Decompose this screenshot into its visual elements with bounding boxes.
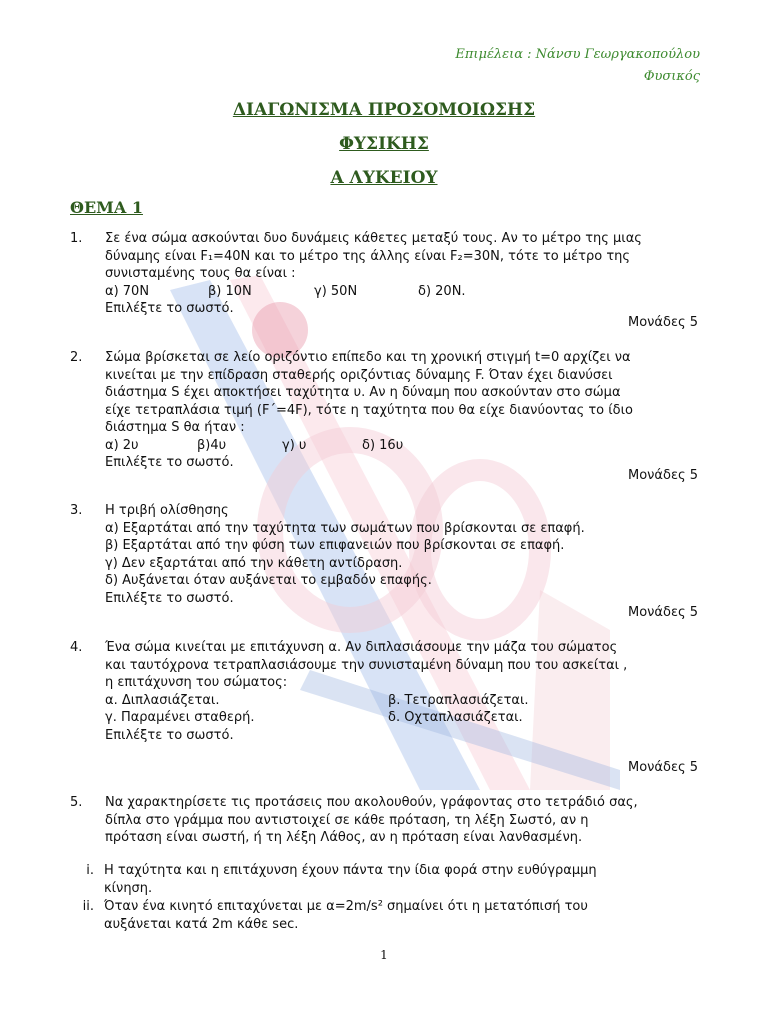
statement-text-line: αυξάνεται κατά 2m κάθε sec. — [104, 916, 299, 932]
option-c: γ) υ — [282, 437, 307, 453]
section-heading: ΘΕΜΑ 1 — [70, 198, 143, 217]
option-a: α) 70Ν — [105, 283, 150, 299]
option-b: β. Τετραπλασιάζεται. — [388, 692, 529, 708]
option-d: δ) 20Ν. — [418, 283, 466, 299]
option-c: γ) Δεν εξαρτάται από την κάθετη αντίδραση. — [105, 555, 403, 571]
answer-options-row-1 — [105, 692, 700, 710]
answer-options — [105, 437, 700, 455]
question-3 — [70, 502, 700, 607]
question-5 — [70, 794, 700, 847]
answer-options-row-2 — [105, 709, 700, 727]
curator-note — [455, 44, 700, 88]
option-b: β) Εξαρτάται από την φύση των επιφανειών που βρίσκονται σε επαφή. — [105, 538, 565, 553]
question-1 — [70, 230, 700, 318]
subject-title: ΦΥΣΙΚΗΣ — [339, 134, 429, 154]
option-a: α) 2υ — [105, 437, 139, 453]
option-a: α. Διπλασιάζεται. — [105, 692, 220, 708]
answer-options — [105, 283, 700, 301]
question-text-line: είχε τετραπλάσια τιμή (F΄=4F), τότε η ταχύτητα που θα είχε διανύοντας το ίδιο — [105, 402, 633, 418]
statement-number: i. — [86, 863, 94, 878]
question-number: 5. — [70, 795, 83, 810]
option-d: δ) Αυξάνεται όταν αυξάνεται το εμβαδόν επαφής. — [105, 573, 432, 588]
question-number: 1. — [70, 231, 83, 246]
statement-number: ii. — [82, 899, 94, 914]
question-4 — [70, 639, 700, 744]
question-text-line: Να χαρακτηρίσετε τις προτάσεις που ακολουθούν, γράφοντας στο τετράδιό σας, — [105, 795, 638, 810]
statement-i — [72, 862, 672, 897]
question-text-line: και ταυτόχρονα τετραπλασιάσουμε την συνισταμένη δύναμη που του ασκείται , — [105, 657, 628, 673]
statement-text-line: Η ταχύτητα και η επιτάχυνση έχουν πάντα την ίδια φορά στην ευθύγραμμη — [104, 863, 597, 878]
question-text-line: πρόταση είναι σωστή, ή τη λέξη Λάθος, αν η πρόταση είναι λανθασμένη. — [105, 830, 583, 845]
choose-instruction: Επιλέξτε το σωστό. — [105, 590, 234, 606]
question-text-line: η επιτάχυνση του σώματος: — [105, 675, 288, 690]
marks-label: Μονάδες 5 — [627, 760, 698, 775]
curator-name: Επιμέλεια : Νάνσυ Γεωργακοπούλου — [455, 47, 700, 62]
curator-title: Φυσικός — [643, 69, 700, 84]
option-d: δ) 16υ — [362, 437, 404, 453]
marks-label: Μονάδες 5 — [627, 315, 698, 330]
grade-title: Α ΛΥΚΕΙΟΥ — [330, 168, 438, 188]
question-text-line: δύναμης είναι F₁=40N και το μέτρο της άλλης είναι F₂=30N, τότε το μέτρο της — [105, 248, 631, 264]
question-text-line: διάστημα S θα ήταν : — [105, 420, 245, 435]
choose-instruction: Επιλέξτε το σωστό. — [105, 301, 234, 316]
choose-instruction: Επιλέξτε το σωστό. — [105, 727, 234, 743]
marks-label: Μονάδες 5 — [627, 468, 698, 483]
option-c: γ) 50Ν — [314, 283, 358, 299]
question-text-line: Ένα σώμα κινείται με επιτάχυνση α. Αν διπλασιάσουμε την μάζα του σώματος — [105, 640, 618, 655]
question-2 — [70, 349, 700, 472]
page-number: 1 — [380, 948, 388, 962]
option-d: δ. Οχταπλασιάζεται. — [388, 710, 523, 725]
statement-text-line: Όταν ένα κινητό επιταχύνεται με α=2m/s² σημαίνει ότι η μετατόπισή του — [104, 899, 588, 914]
question-number: 2. — [70, 350, 83, 365]
exam-title: ΔΙΑΓΩΝΙΣΜΑ ΠΡΟΣΟΜΟΙΩΣΗΣ — [232, 100, 536, 120]
question-text-line: Σε ένα σώμα ασκούνται δυο δυνάμεις κάθετες μεταξύ τους. Αν το μέτρο της μιας — [105, 231, 642, 246]
question-number: 3. — [70, 503, 83, 518]
option-b: β)4υ — [197, 437, 227, 453]
question-text-line: Σώμα βρίσκεται σε λείο οριζόντιο επίπεδο και τη χρονική στιγμή t=0 αρχίζει να — [105, 350, 631, 365]
question-text-line: συνισταμένης τους θα είναι : — [105, 266, 296, 281]
option-c: γ. Παραμένει σταθερή. — [105, 710, 255, 725]
question-text-line: διάστημα S έχει αποκτήσει ταχύτητα υ. Αν η δύναμη που ασκούνταν στο σώμα — [105, 385, 621, 400]
option-a: α) Εξαρτάται από την ταχύτητα των σωμάτων που βρίσκονται σε επαφή. — [105, 520, 585, 536]
statement-ii — [72, 898, 672, 933]
choose-instruction: Επιλέξτε το σωστό. — [105, 455, 234, 470]
question-text-line: κινείται με την επίδραση σταθερής οριζόντιας δύναμης F. Όταν έχει διανύσει — [105, 367, 613, 383]
question-number: 4. — [70, 640, 83, 655]
option-b: β) 10Ν — [208, 283, 252, 299]
marks-label: Μονάδες 5 — [627, 605, 698, 620]
question-text-line: Η τριβή ολίσθησης — [105, 503, 229, 518]
statement-text-line: κίνηση. — [104, 880, 153, 896]
question-text-line: δίπλα στο γράμμα που αντιστοιχεί σε κάθε πρόταση, τη λέξη Σωστό, αν η — [105, 812, 589, 828]
